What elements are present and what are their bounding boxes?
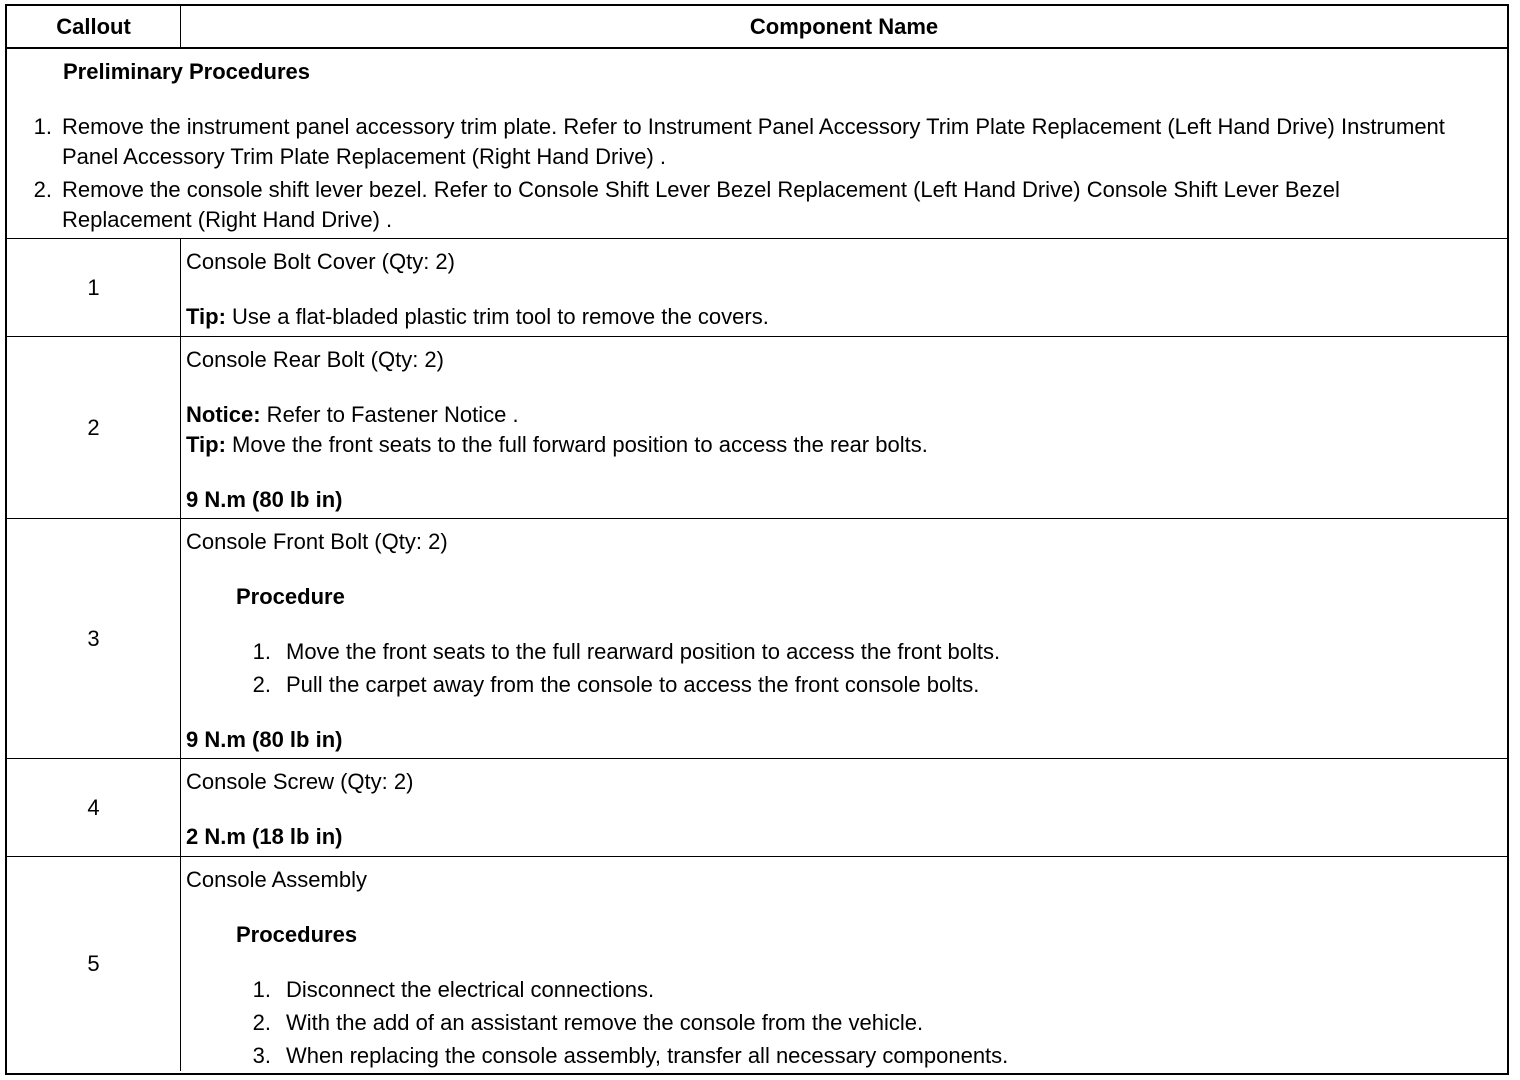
table-row [7,518,1507,758]
component-name: Console Front Bolt (Qty: 2) [186,529,448,554]
table-header [7,6,1507,48]
list-item: 1. Disconnect the electrical connections. [252,977,655,1002]
preliminary-row [7,48,1507,238]
table-row [7,758,1507,856]
torque-spec: 9 N.m (80 lb in) [186,727,343,752]
callout-header: Callout [7,6,181,47]
preliminary-title: Preliminary Procedures [63,59,311,84]
list-item: 2. Pull the carpet away from the console to access the front console bolts. [252,672,980,697]
procedure-title: Procedure [236,584,345,609]
component-name: Console Bolt Cover (Qty: 2) [186,249,455,274]
list-item: 1. Move the front seats to the full rearward position to access the front bolts. [252,639,1001,664]
procedure-title: Procedures [236,922,358,947]
callout-number: 2 [7,337,181,518]
table-row: 1 Console Bolt Cover (Qty: 2) Tip: Use a flat-bladed plastic trim tool to remove the covers. [7,238,1507,336]
table-row: 2 Console Rear Bolt (Qty: 2) Notice: Refer to Fastener Notice . Tip: Move the front seats to the full forward position to access the rear bolts. 9 N.m (80 lb in) [7,336,1507,518]
callout-number: 4 [7,759,181,856]
component-name: Console Rear Bolt (Qty: 2) [186,347,444,372]
list-item: 1. Remove the instrument panel accessory trim plate. Refer to Instrument Panel Accessory Trim Plate Replacement (Left Hand Drive) Instrument Panel Accessory Trim Plate Replacement (Right Hand Drive) . [33,114,1445,169]
component-name: Console Assembly [186,867,367,892]
list-item: 2. Remove the console shift lever bezel. Refer to Console Shift Lever Bezel Replacement (Left Hand Drive) Console Shift Lever Bezel Replacement (Right Hand Drive) . [33,177,1340,232]
callout-number: 5 [7,857,181,1071]
torque-spec: 2 N.m (18 lb in) [186,824,343,849]
component-name: Console Screw (Qty: 2) [186,769,414,794]
table-row [7,856,1507,1071]
list-item: 2. With the add of an assistant remove the console from the vehicle. [252,1010,924,1035]
callout-number: 3 [7,519,181,758]
callout-number: 1 [7,239,181,336]
torque-spec: 9 N.m (80 lb in) [186,487,343,512]
component-name-header: Component Name [749,13,939,39]
component-table [5,4,1509,1075]
list-item: 3. When replacing the console assembly, transfer all necessary components. [252,1043,1009,1068]
